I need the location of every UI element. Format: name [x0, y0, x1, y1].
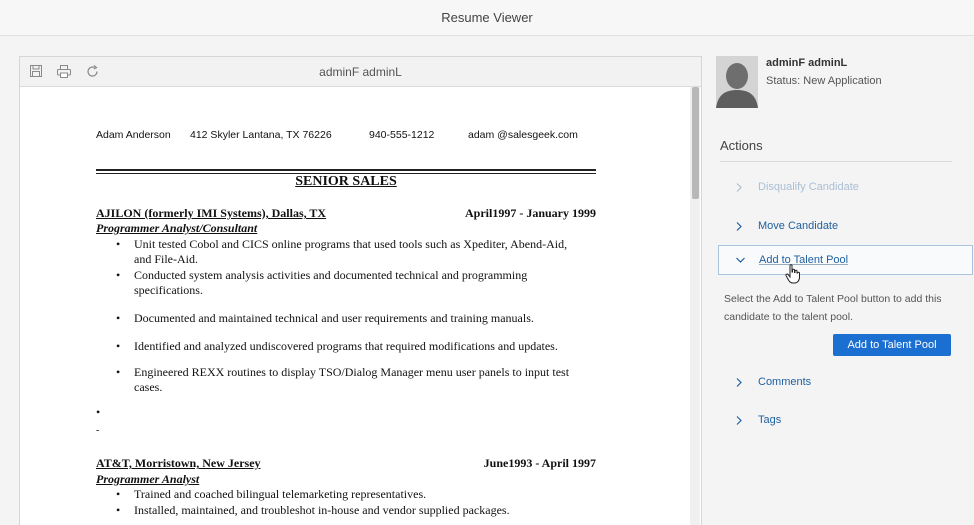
candidate-status: Status: New Application: [766, 75, 882, 87]
job-bullet: • Documented and maintained technical and user requirements and training manuals.: [134, 311, 584, 326]
job-dates: April1997 - January 1999: [464, 206, 596, 220]
job-header: [96, 206, 596, 221]
action-add-to-talent-pool[interactable]: [718, 245, 973, 275]
stray-dash: -: [96, 425, 100, 436]
chevron-down-icon: [735, 255, 745, 265]
candidate-sidebar: [702, 36, 974, 525]
action-label: Disqualify Candidate: [758, 181, 859, 193]
action-label: Comments: [758, 376, 812, 388]
job-bullet: • Identified and analyzed undiscovered programs that required modifications and updates.: [134, 339, 584, 354]
contact-email: adam @salesgeek.com: [468, 129, 578, 141]
job-bullet: • Unit tested Cobol and CICS online programs that used tools such as Xpediter, Abend-Aid, and File-Aid.: [134, 237, 584, 267]
talent-pool-description: Select the Add to Talent Pool button to add this candidate to the talent pool.: [724, 293, 942, 323]
contact-phone: 940-555-1212: [369, 129, 435, 141]
job-dates: June1993 - April 1997: [483, 456, 596, 470]
scrollbar-thumb[interactable]: [692, 87, 699, 199]
resume-document-area: [20, 87, 701, 525]
header-rule: [96, 169, 596, 171]
candidate-name: adminF adminL: [766, 57, 848, 69]
actions-heading: Actions: [720, 138, 763, 153]
job-company: AJILON (formerly IMI Systems), Dallas, TX: [96, 206, 327, 220]
add-to-talent-pool-button[interactable]: Add to Talent Pool: [833, 334, 951, 356]
job-bullet: • Installed, maintained, and troubleshot in-house and vendor supplied packages.: [134, 503, 584, 518]
action-label: Tags: [758, 414, 782, 426]
action-label: Move Candidate: [758, 220, 839, 232]
empty-bullet: •: [96, 405, 101, 419]
viewer-title: adminF adminL: [319, 65, 402, 79]
chevron-right-icon: [734, 182, 744, 192]
hand-cursor-icon: [785, 264, 801, 284]
job-company: AT&T, Morristown, New Jersey: [96, 456, 261, 470]
chevron-right-icon: [734, 221, 744, 231]
resume-heading: SENIOR SALES: [295, 174, 397, 189]
job-role: Programmer Analyst: [96, 472, 200, 486]
contact-name: Adam Anderson: [96, 129, 171, 141]
chevron-right-icon: [734, 377, 744, 387]
actions-divider: [720, 161, 952, 162]
window-title: Resume Viewer: [0, 0, 974, 36]
job-bullet: • Engineered REXX routines to display TSO/Dialog Manager menu user panels to input test cases.: [134, 365, 584, 395]
action-tags[interactable]: [718, 405, 973, 435]
document-scrollbar[interactable]: [690, 87, 700, 525]
job-header: [96, 456, 596, 471]
action-disqualify-candidate: [718, 172, 973, 202]
action-label: Add to Talent Pool: [759, 254, 849, 266]
action-comments[interactable]: [718, 367, 973, 397]
job-bullet: • Trained and coached bilingual telemarketing representatives.: [134, 487, 584, 502]
avatar: [716, 56, 758, 108]
action-move-candidate[interactable]: [718, 211, 973, 241]
contact-address: 412 Skyler Lantana, TX 76226: [190, 129, 332, 141]
job-bullet: • Conducted system analysis activities and documented technical and programming specifications.: [134, 268, 584, 298]
job-role: Programmer Analyst/Consultant: [96, 221, 258, 235]
resume-viewer: [19, 56, 702, 525]
viewer-toolbar: [20, 57, 701, 87]
chevron-right-icon: [734, 415, 744, 425]
